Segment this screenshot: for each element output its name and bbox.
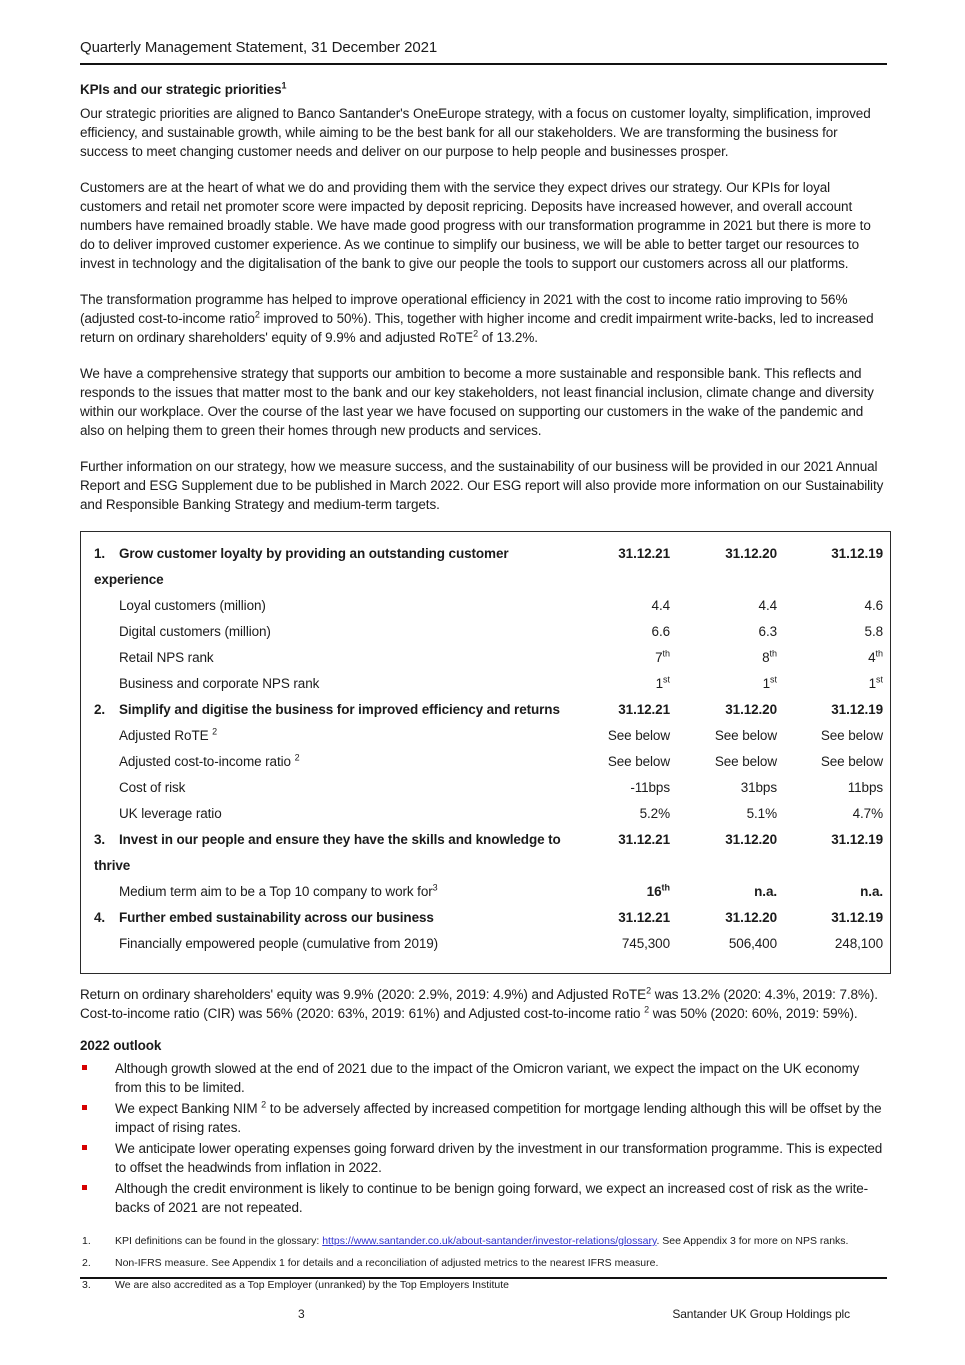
table-column-header: 31.12.19 (831, 702, 883, 717)
table-section-row (81, 827, 890, 879)
table-section-number: 2. (94, 702, 106, 717)
page-number: 3 (298, 1307, 305, 1321)
footnote-text: KPI definitions can be found in the glossary: https://www.santander.co.uk/about-santander/investor-relations/glossary. See Appendix 3 for more on NPS ranks. (115, 1235, 849, 1247)
table-cell-value: 1st (868, 674, 883, 691)
table-cell-value: n.a. (754, 884, 777, 899)
table-section-number: 3. (94, 832, 106, 847)
document-title: Quarterly Management Statement, 31 December 2021 (80, 39, 438, 56)
footer-rule (80, 1277, 887, 1279)
table-section-title (81, 905, 571, 931)
table-row (81, 749, 890, 775)
footnote-number: 2. (82, 1257, 91, 1269)
superscript: th (875, 648, 883, 659)
table-cell-value: See below (607, 728, 670, 743)
outlook-bullet-text: We expect Banking NIM $^2$ to be adversely affected by increased competition for mortgage lending although this will be offset by the impact of rising rates. (115, 1099, 882, 1135)
table-section-row (81, 541, 890, 593)
superscript: 2 (212, 726, 218, 737)
table-row-label: Retail NPS rank (119, 650, 214, 665)
paragraph-customers: Customers are at the heart of what we do and providing them with the service they expect drives our strategy. Our KPIs for loyal customers and retail net promoter score were impacted by deposit repricing. Deposits have increased however, and overall account numbers have remained broadly stable. We have made good progress with our transformation programme in 2021 but there is more to do to deliver improved customer experience. As we continue to simplify our business, we will be able to better target our resources to invest in technology and the digitalisation of the bank to give our people the tools to support our customers across all our platforms. (80, 180, 871, 271)
table-column-header: 31.12.19 (831, 910, 883, 925)
footer-company-name: Santander UK Group Holdings plc (672, 1307, 850, 1321)
table-cell-value: See below (607, 754, 670, 769)
table-cell-value: 4.6 (864, 598, 883, 613)
table-row-label: Medium term aim to be a Top 10 company to work for$^3$ (119, 882, 438, 899)
table-section-title (81, 827, 571, 879)
table-cell-value: See below (820, 728, 883, 743)
table-cell-value: See below (820, 754, 883, 769)
outlook-list (80, 1059, 887, 1217)
table-section-row (81, 697, 890, 723)
table-row (81, 801, 890, 827)
table-row-label: Financially empowered people (cumulative from 2019) (119, 936, 439, 951)
table-row (81, 645, 890, 671)
table-cell-value: 16th (646, 882, 670, 899)
superscript: 2 (473, 328, 479, 339)
table-section-row (81, 905, 890, 931)
outlook-heading: 2022 outlook (80, 1038, 162, 1053)
footnote-item (80, 1256, 887, 1271)
table-row-label: Loyal customers (million) (119, 598, 266, 613)
footnotes-list (80, 1234, 887, 1293)
bullet-square-icon (82, 1105, 87, 1110)
table-section-title (81, 541, 571, 593)
table-row-label: Adjusted RoTE $^2$ (119, 726, 218, 743)
paragraph-further-info: Further information on our strategy, how we measure success, and the sustainability of our business will be provided in our 2021 Annual Report and ESG Supplement due to be published in March 2022. Our ESG report will also provide more information on our Sustainability and Responsible Banking Strategy and medium-term targets. (80, 459, 884, 512)
table-cell-value: 745,300 (621, 936, 670, 951)
table-cell-value: 506,400 (728, 936, 777, 951)
table-column-header: 31.12.20 (725, 546, 777, 561)
glossary-link[interactable]: https://www.santander.co.uk/about-santander/investor-relations/glossary (322, 1235, 657, 1247)
table-row (81, 775, 890, 801)
table-cell-value: 5.2% (639, 806, 670, 821)
superscript: 1 (281, 80, 287, 91)
superscript: 3 (432, 882, 438, 893)
table-row (81, 619, 890, 645)
footnote-item (80, 1234, 887, 1249)
outlook-bullet-text: Although growth slowed at the end of 2021 due to the impact of the Omicron variant, we expect the impact on the UK economy from this to be limited. (115, 1061, 860, 1095)
table-section-title (81, 697, 571, 723)
table-row-label: Adjusted cost-to-income ratio $^2$ (119, 752, 300, 769)
table-column-header: 31.12.20 (725, 832, 777, 847)
superscript: 2 (294, 752, 300, 763)
table-row (81, 671, 890, 697)
paragraph-transformation: The transformation programme has helped to improve operational efficiency in 2021 with the cost to income ratio improving to 56% (adjusted cost-to-income ratio$^2$ improved to 50%). This, together with higher income and credit impairment write-backs, led to increased return on ordinary shareholders' equity of 9.9% and adjusted RoTE$^2$ of 13.2%. (80, 292, 874, 345)
table-cell-value: -11bps (630, 780, 670, 795)
superscript: 2 (261, 1099, 267, 1110)
table-cell-value: 1st (762, 674, 777, 691)
outlook-bullet-item (80, 1059, 887, 1097)
table-column-header: 31.12.19 (831, 832, 883, 847)
table-section-title-text: Further embed sustainability across our business (119, 910, 434, 925)
table-row (81, 931, 890, 957)
outlook-bullet-item (80, 1179, 887, 1217)
table-row-label: UK leverage ratio (119, 806, 222, 821)
table-cell-value: 5.1% (746, 806, 777, 821)
outlook-bullet-item (80, 1139, 887, 1177)
bullet-square-icon (82, 1145, 87, 1150)
table-row-label: Cost of risk (119, 780, 186, 795)
table-row (81, 593, 890, 619)
table-section-title-text: Grow customer loyalty by providing an outstanding customer experience (94, 546, 509, 587)
superscript: 2 (646, 985, 652, 996)
footnote-number: 3. (82, 1279, 91, 1291)
footnote-item (80, 1278, 887, 1293)
table-cell-value: 5.8 (864, 624, 883, 639)
table-cell-value: 31bps (740, 780, 777, 795)
table-cell-value: 8th (762, 648, 777, 665)
table-cell-value: 248,100 (834, 936, 883, 951)
superscript: 2 (254, 309, 260, 320)
superscript: th (769, 648, 777, 659)
table-section-number: 4. (94, 910, 106, 925)
kpi-table (80, 531, 891, 974)
outlook-bullet-text: Although the credit environment is likely to continue to be benign going forward, we expect an increased cost of risk as the write-backs of 2021 are not repeated. (115, 1181, 869, 1215)
header-rule (80, 63, 887, 65)
footnote-number: 1. (82, 1235, 91, 1247)
superscript: st (662, 674, 670, 685)
table-section-number: 1. (94, 546, 106, 561)
table-cell-value: 6.6 (651, 624, 670, 639)
footnote-text: We are also accredited as a Top Employer (unranked) by the Top Employers Institute (115, 1279, 509, 1291)
table-column-header: 31.12.21 (618, 702, 670, 717)
table-cell-value: 7th (655, 648, 670, 665)
kpi-section-heading: KPIs and our strategic priorities$^1$ (80, 80, 287, 97)
table-section-title-text: Invest in our people and ensure they have the skills and knowledge to thrive (94, 832, 561, 873)
superscript: th (662, 648, 670, 659)
table-column-header: 31.12.21 (618, 832, 670, 847)
footnote-text: Non-IFRS measure. See Appendix 1 for details and a reconciliation of adjusted metrics to the nearest IFRS measure. (115, 1257, 659, 1269)
table-row (81, 879, 890, 905)
table-row-label: Digital customers (million) (119, 624, 271, 639)
superscript: 2 (644, 1004, 650, 1015)
table-cell-value: 6.3 (758, 624, 777, 639)
table-row (81, 723, 890, 749)
superscript: st (769, 674, 777, 685)
table-cell-value: 11bps (847, 780, 883, 795)
paragraph-sustainability: We have a comprehensive strategy that supports our ambition to become a more sustainable and responsible bank. This reflects and responds to the issues that matter most to the bank and our key stakeholders, not least financial inclusion, climate change and diversity within our workplace. Over the course of the last year we have focused on supporting our customers in the wake of the pandemic and also on helping them to green their homes through new products and services. (80, 366, 874, 438)
table-row-label: Business and corporate NPS rank (119, 676, 320, 691)
table-section-title-text: Simplify and digitise the business for improved efficiency and returns (119, 702, 560, 717)
table-column-header: 31.12.19 (831, 546, 883, 561)
table-cell-value: 4.4 (758, 598, 777, 613)
superscript: th (661, 882, 670, 893)
table-cell-value: 4.7% (852, 806, 883, 821)
bullet-square-icon (82, 1185, 87, 1190)
table-cell-value: See below (714, 754, 777, 769)
table-column-header: 31.12.21 (618, 546, 670, 561)
outlook-bullet-item (80, 1099, 887, 1137)
paragraph-strategy: Our strategic priorities are aligned to Banco Santander's OneEurope strategy, with a focus on customer loyalty, simplification, improved efficiency, and sustainable growth, while aiming to be the best bank for all our stakeholders. We are transforming the business for success to meet changing customer needs and deliver on our purpose to help people and businesses prosper. (80, 106, 871, 159)
table-column-header: 31.12.21 (618, 910, 670, 925)
table-cell-value: 1st (655, 674, 670, 691)
superscript: st (875, 674, 883, 685)
bullet-square-icon (82, 1065, 87, 1070)
table-cell-value: 4th (868, 648, 883, 665)
table-column-header: 31.12.20 (725, 702, 777, 717)
table-cell-value: See below (714, 728, 777, 743)
outlook-bullet-text: We anticipate lower operating expenses going forward driven by the investment in our transformation programme. This is expected to offset the headwinds from inflation in 2022. (115, 1141, 883, 1175)
table-column-header: 31.12.20 (725, 910, 777, 925)
table-cell-value: 4.4 (651, 598, 670, 613)
table-cell-value: n.a. (860, 884, 883, 899)
paragraph-summary-metrics: Return on ordinary shareholders' equity was 9.9% (2020: 2.9%, 2019: 4.9%) and Adjusted RoTE$^2$ was 13.2% (2020: 4.3%, 2019: 7.8%). Cost-to-income ratio (CIR) was 56% (2020: 63%, 2019: 61%) and Adjusted cost-to-income ratio $^2$ was 50% (2020: 60%, 2019: 59%). (80, 985, 878, 1021)
